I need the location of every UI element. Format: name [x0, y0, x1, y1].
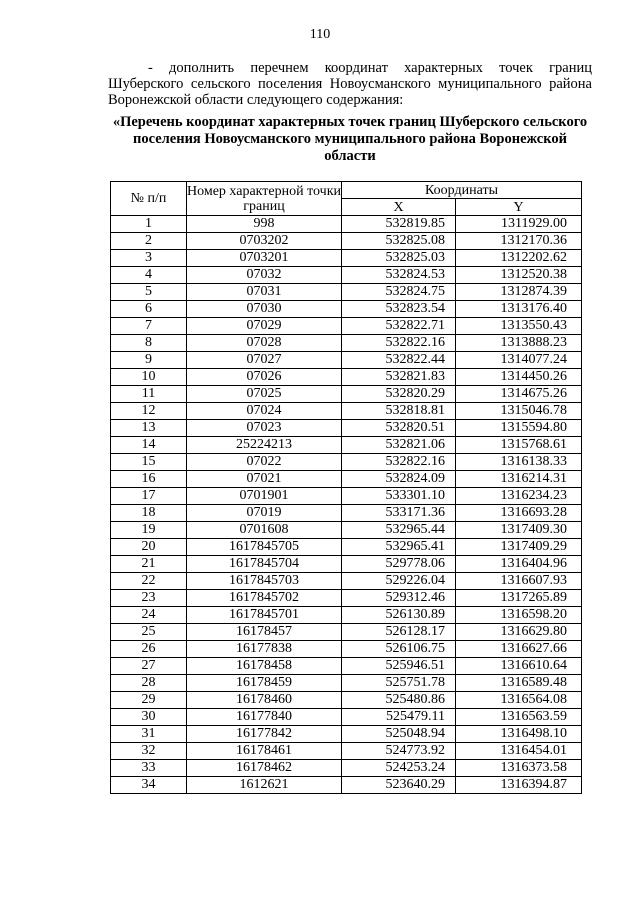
- cell-x: 526106.75: [342, 641, 456, 658]
- cell-point: 07029: [187, 318, 342, 335]
- cell-x: 532822.71: [342, 318, 456, 335]
- table-row: [111, 539, 582, 556]
- cell-y: 1316234.23: [456, 488, 582, 505]
- cell-x: 533171.36: [342, 505, 456, 522]
- cell-num: 11: [111, 386, 187, 403]
- cell-num: 8: [111, 335, 187, 352]
- cell-point: 998: [187, 216, 342, 233]
- cell-x: 524253.24: [342, 760, 456, 777]
- cell-point: 07031: [187, 284, 342, 301]
- cell-x: 525751.78: [342, 675, 456, 692]
- cell-y: 1312520.38: [456, 267, 582, 284]
- cell-num: 25: [111, 624, 187, 641]
- cell-x: 525048.94: [342, 726, 456, 743]
- table-row: [111, 233, 582, 250]
- cell-num: 9: [111, 352, 187, 369]
- cell-point: 1617845701: [187, 607, 342, 624]
- cell-num: 2: [111, 233, 187, 250]
- table-header-row: [111, 182, 582, 199]
- table-row: [111, 403, 582, 420]
- cell-point: 0703202: [187, 233, 342, 250]
- cell-num: 31: [111, 726, 187, 743]
- table-row: [111, 488, 582, 505]
- cell-num: 32: [111, 743, 187, 760]
- cell-x: 529226.04: [342, 573, 456, 590]
- cell-num: 27: [111, 658, 187, 675]
- cell-point: 07030: [187, 301, 342, 318]
- table-row: [111, 624, 582, 641]
- cell-y: 1312874.39: [456, 284, 582, 301]
- table-row: [111, 454, 582, 471]
- cell-y: 1313550.43: [456, 318, 582, 335]
- table-row: [111, 505, 582, 522]
- cell-y: 1316693.28: [456, 505, 582, 522]
- cell-y: 1316498.10: [456, 726, 582, 743]
- cell-num: 18: [111, 505, 187, 522]
- cell-point: 16178458: [187, 658, 342, 675]
- cell-x: 529778.06: [342, 556, 456, 573]
- table-row: [111, 284, 582, 301]
- cell-point: 1617845703: [187, 573, 342, 590]
- cell-y: 1314450.26: [456, 369, 582, 386]
- cell-num: 26: [111, 641, 187, 658]
- cell-y: 1314077.24: [456, 352, 582, 369]
- cell-x: 532819.85: [342, 216, 456, 233]
- cell-point: 16177838: [187, 641, 342, 658]
- cell-point: 25224213: [187, 437, 342, 454]
- cell-y: 1315768.61: [456, 437, 582, 454]
- table-row: [111, 760, 582, 777]
- cell-y: 1316138.33: [456, 454, 582, 471]
- cell-num: 33: [111, 760, 187, 777]
- cell-num: 29: [111, 692, 187, 709]
- cell-point: 07019: [187, 505, 342, 522]
- cell-num: 19: [111, 522, 187, 539]
- cell-x: 526130.89: [342, 607, 456, 624]
- cell-point: 1617845704: [187, 556, 342, 573]
- cell-point: 16178457: [187, 624, 342, 641]
- table-row: [111, 522, 582, 539]
- table-row: [111, 709, 582, 726]
- table-row: [111, 692, 582, 709]
- cell-x: 532820.29: [342, 386, 456, 403]
- cell-point: 1617845702: [187, 590, 342, 607]
- cell-y: 1316214.31: [456, 471, 582, 488]
- cell-x: 524773.92: [342, 743, 456, 760]
- cell-x: 532825.08: [342, 233, 456, 250]
- table-row: [111, 267, 582, 284]
- cell-point: 07028: [187, 335, 342, 352]
- cell-num: 5: [111, 284, 187, 301]
- cell-point: 07021: [187, 471, 342, 488]
- table-row: [111, 216, 582, 233]
- cell-x: 532818.81: [342, 403, 456, 420]
- cell-x: 529312.46: [342, 590, 456, 607]
- cell-y: 1316394.87: [456, 777, 582, 794]
- cell-num: 30: [111, 709, 187, 726]
- table-row: [111, 471, 582, 488]
- cell-x: 525946.51: [342, 658, 456, 675]
- cell-y: 1316373.58: [456, 760, 582, 777]
- cell-x: 525479.11: [342, 709, 456, 726]
- cell-x: 523640.29: [342, 777, 456, 794]
- table-row: [111, 743, 582, 760]
- cell-num: 24: [111, 607, 187, 624]
- cell-x: 532822.16: [342, 454, 456, 471]
- cell-num: 28: [111, 675, 187, 692]
- cell-y: 1316454.01: [456, 743, 582, 760]
- cell-num: 17: [111, 488, 187, 505]
- page-number: 110: [309, 27, 331, 42]
- cell-num: 1: [111, 216, 187, 233]
- table-row: [111, 777, 582, 794]
- header-x: X: [342, 199, 456, 216]
- table-row: [111, 369, 582, 386]
- cell-x: 532821.06: [342, 437, 456, 454]
- cell-point: 1617845705: [187, 539, 342, 556]
- cell-y: 1313176.40: [456, 301, 582, 318]
- table-row: [111, 607, 582, 624]
- header-y: Y: [456, 199, 582, 216]
- cell-y: 1316607.93: [456, 573, 582, 590]
- table-row: [111, 590, 582, 607]
- cell-point: 07022: [187, 454, 342, 471]
- table-row: [111, 386, 582, 403]
- cell-point: 16178460: [187, 692, 342, 709]
- table-title: «Перечень координат характерных точек границ Шуберского сельского поселения Новоусманского муниципального района Воронежской области: [112, 114, 588, 164]
- cell-point: 0701901: [187, 488, 342, 505]
- table-row: [111, 556, 582, 573]
- table-row: [111, 573, 582, 590]
- cell-y: 1312202.62: [456, 250, 582, 267]
- cell-num: 13: [111, 420, 187, 437]
- intro-paragraph: - дополнить перечнем координат характерных точек границ Шуберского сельского поселения Новоусманского муниципального района Воронежской области следующего содержания:: [108, 60, 592, 108]
- cell-x: 532965.41: [342, 539, 456, 556]
- cell-y: 1316627.66: [456, 641, 582, 658]
- table-row: [111, 352, 582, 369]
- cell-point: 07023: [187, 420, 342, 437]
- cell-num: 10: [111, 369, 187, 386]
- cell-num: 21: [111, 556, 187, 573]
- cell-num: 14: [111, 437, 187, 454]
- table-row: [111, 420, 582, 437]
- cell-x: 525480.86: [342, 692, 456, 709]
- table-row: [111, 250, 582, 267]
- table-row: [111, 301, 582, 318]
- cell-x: 532820.51: [342, 420, 456, 437]
- table-row: [111, 318, 582, 335]
- table-row: [111, 726, 582, 743]
- cell-point: 07032: [187, 267, 342, 284]
- cell-point: 16177840: [187, 709, 342, 726]
- cell-y: 1317265.89: [456, 590, 582, 607]
- cell-x: 532821.83: [342, 369, 456, 386]
- cell-x: 532824.75: [342, 284, 456, 301]
- cell-y: 1311929.00: [456, 216, 582, 233]
- cell-point: 07027: [187, 352, 342, 369]
- cell-y: 1316629.80: [456, 624, 582, 641]
- cell-point: 07026: [187, 369, 342, 386]
- cell-y: 1316563.59: [456, 709, 582, 726]
- table-row: [111, 675, 582, 692]
- cell-num: 7: [111, 318, 187, 335]
- cell-x: 532824.09: [342, 471, 456, 488]
- header-num: № п/п: [111, 182, 187, 216]
- cell-point: 07024: [187, 403, 342, 420]
- cell-x: 532822.16: [342, 335, 456, 352]
- cell-num: 15: [111, 454, 187, 471]
- table-body: [111, 216, 582, 794]
- cell-y: 1315046.78: [456, 403, 582, 420]
- header-point: Номер характерной точки границ: [187, 183, 341, 214]
- cell-x: 532822.44: [342, 352, 456, 369]
- cell-num: 3: [111, 250, 187, 267]
- cell-x: 532825.03: [342, 250, 456, 267]
- cell-y: 1314675.26: [456, 386, 582, 403]
- cell-point: 16178462: [187, 760, 342, 777]
- table-row: [111, 658, 582, 675]
- cell-y: 1316404.96: [456, 556, 582, 573]
- cell-num: 22: [111, 573, 187, 590]
- cell-x: 532823.54: [342, 301, 456, 318]
- cell-y: 1316589.48: [456, 675, 582, 692]
- cell-y: 1312170.36: [456, 233, 582, 250]
- cell-num: 23: [111, 590, 187, 607]
- cell-num: 20: [111, 539, 187, 556]
- cell-point: 0703201: [187, 250, 342, 267]
- cell-point: 07025: [187, 386, 342, 403]
- cell-x: 532965.44: [342, 522, 456, 539]
- cell-y: 1313888.23: [456, 335, 582, 352]
- header-coords: Координаты: [342, 182, 582, 199]
- cell-point: 0701608: [187, 522, 342, 539]
- coordinates-table: [110, 181, 582, 794]
- cell-point: 16177842: [187, 726, 342, 743]
- cell-point: 1612621: [187, 777, 342, 794]
- table-row: [111, 641, 582, 658]
- cell-y: 1317409.30: [456, 522, 582, 539]
- cell-num: 6: [111, 301, 187, 318]
- cell-y: 1317409.29: [456, 539, 582, 556]
- cell-y: 1315594.80: [456, 420, 582, 437]
- cell-x: 533301.10: [342, 488, 456, 505]
- cell-y: 1316598.20: [456, 607, 582, 624]
- cell-point: 16178461: [187, 743, 342, 760]
- cell-x: 526128.17: [342, 624, 456, 641]
- cell-num: 34: [111, 777, 187, 794]
- table-row: [111, 335, 582, 352]
- cell-x: 532824.53: [342, 267, 456, 284]
- cell-y: 1316610.64: [456, 658, 582, 675]
- cell-point: 16178459: [187, 675, 342, 692]
- cell-num: 12: [111, 403, 187, 420]
- cell-num: 4: [111, 267, 187, 284]
- cell-y: 1316564.08: [456, 692, 582, 709]
- table-row: [111, 437, 582, 454]
- cell-num: 16: [111, 471, 187, 488]
